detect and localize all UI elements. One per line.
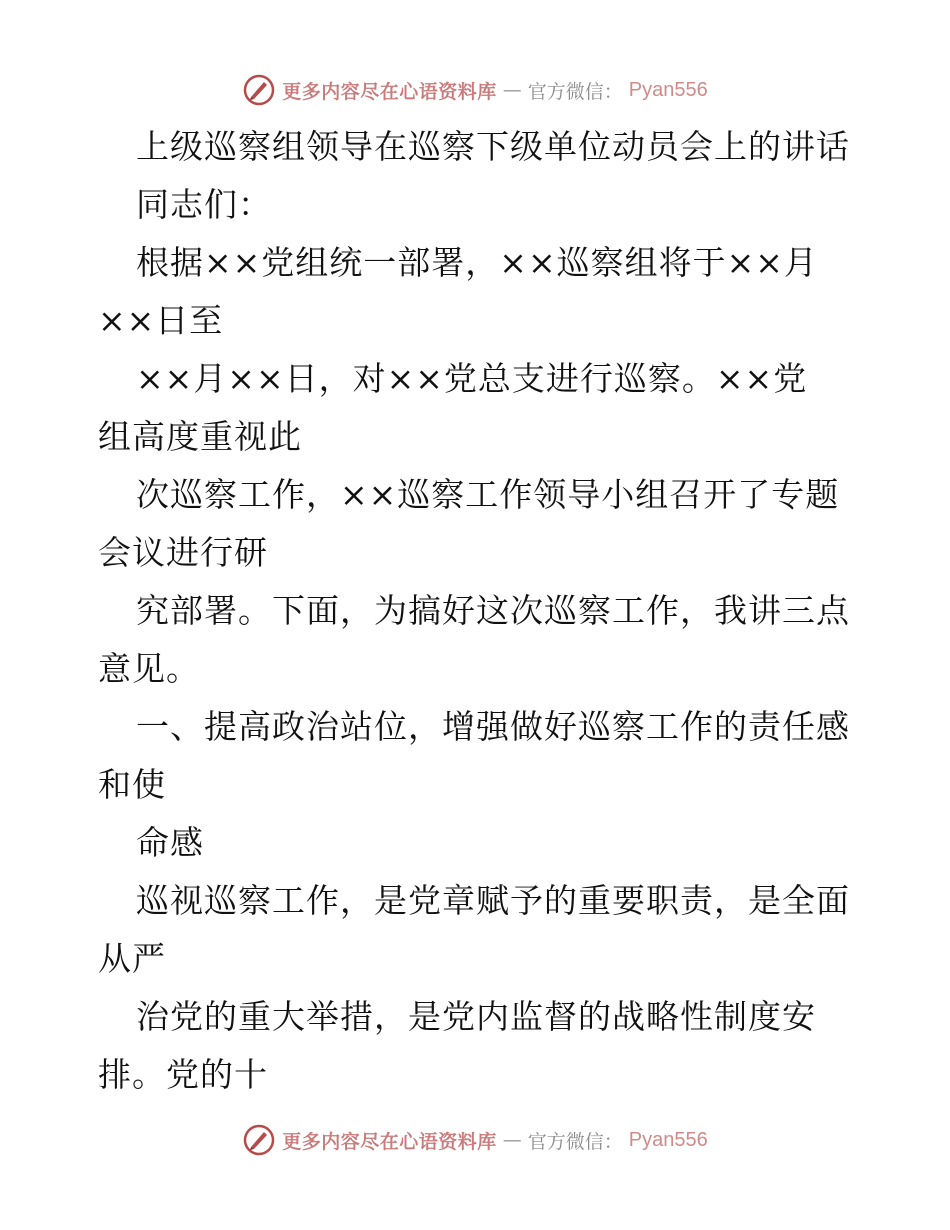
banner-wechat-id: Pyan556 [628, 1128, 708, 1151]
banner-title: 更多内容尽在心语资料库 [282, 80, 497, 103]
paragraph-line: 次巡察工作，××巡察工作领导小组召开了专题 [136, 475, 840, 514]
section-heading-cont: 和使 [98, 765, 166, 804]
paragraph-line: 巡视巡察工作，是党章赋予的重要职责，是全面 [136, 881, 850, 920]
paragraph-line: 治党的重大举措，是党内监督的战略性制度安 [136, 997, 816, 1036]
header-banner [0, 70, 950, 110]
paragraph-line: 组高度重视此 [98, 417, 302, 456]
paragraph-line: 排。党的十 [98, 1055, 268, 1094]
quill-logo-icon [242, 73, 276, 107]
banner-wechat-id: Pyan556 [628, 78, 708, 101]
banner-separator: — [502, 1129, 522, 1151]
paragraph-line: 意见。 [98, 649, 200, 688]
section-heading-cont: 命感 [136, 823, 204, 862]
paragraph-line: ××月××日，对××党总支进行巡察。××党 [136, 359, 808, 398]
banner-separator: — [502, 79, 522, 101]
paragraph-line: ××日至 [98, 301, 224, 340]
document-title: 上级巡察组领导在巡察下级单位动员会上的讲话 [136, 127, 850, 166]
section-heading: 一、提高政治站位，增强做好巡察工作的责任感 [136, 707, 850, 746]
banner-wechat-label: 官方微信： [527, 1130, 623, 1153]
banner-title: 更多内容尽在心语资料库 [282, 1130, 497, 1153]
paragraph-line: 从严 [98, 939, 166, 978]
footer-banner [0, 1120, 950, 1160]
quill-logo-icon [242, 1123, 276, 1157]
document-body [98, 118, 858, 1104]
paragraph-line: 会议进行研 [98, 533, 268, 572]
banner-wechat-label: 官方微信： [527, 80, 623, 103]
salutation: 同志们： [136, 185, 272, 224]
paragraph-line: 究部署。下面，为搞好这次巡察工作，我讲三点 [136, 591, 850, 630]
paragraph-line: 根据××党组统一部署，××巡察组将于××月 [136, 243, 818, 282]
